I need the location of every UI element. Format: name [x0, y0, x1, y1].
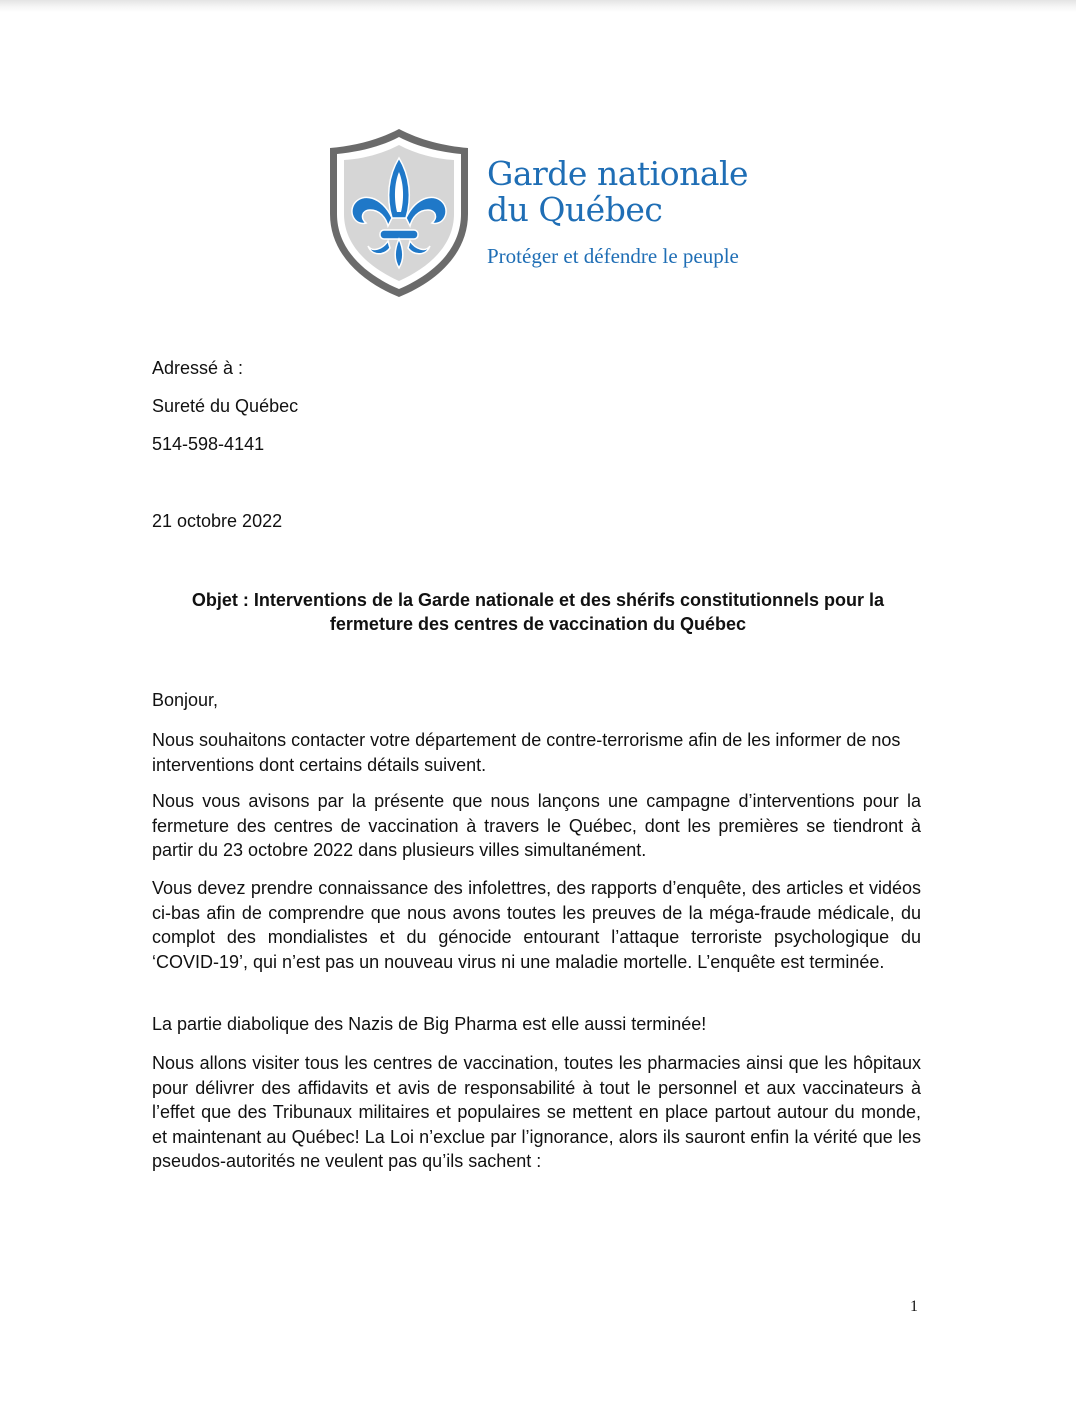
page-number: 1	[910, 1298, 918, 1315]
org-name-line1: Garde nationale	[487, 154, 749, 193]
letterhead-logo	[326, 126, 756, 302]
fleur-de-lis-shield-icon	[326, 126, 472, 300]
address-label: Adressé à :	[152, 358, 244, 378]
paragraph-4: La partie diabolique des Nazis de Big Pharma est elle aussi terminée!	[152, 1014, 707, 1034]
recipient-name: Sureté du Québec	[152, 396, 299, 416]
paragraph-3: Vous devez prendre connaissance des infolettres, des rapports d’enquête, des articles et vidéos ci-bas afin de comprendre que nous avons toutes les preuves de la méga-fraude médicale, du complot des mondialistes et du génocide entourant l’attaque terroriste psychologique du ‘COVID-19’, qui n’est pas un nouveau virus ni une maladie mortelle. L’enquête est terminée.	[152, 878, 921, 972]
org-tagline: Protéger et défendre le peuple	[487, 244, 739, 268]
page-top-shadow	[0, 0, 1076, 12]
recipient-phone: 514-598-4141	[152, 434, 265, 454]
paragraph-2: Nous vous avisons par la présente que nous lançons une campagne d’interventions pour la fermeture des centres de vaccination à travers le Québec, dont les premières se tiendront à partir du 23 octobre 2022 dans plusieurs villes simultanément.	[152, 791, 921, 860]
letter-date: 21 octobre 2022	[152, 511, 283, 531]
greeting: Bonjour,	[152, 690, 219, 710]
paragraph-5: Nous allons visiter tous les centres de vaccination, toutes les pharmacies ainsi que les hôpitaux pour délivrer des affidavits et avis de responsabilité à tout le personnel et aux vaccinateurs à l’effet que des Tribunaux militaires et populaires se mettent en place partout autour du monde, et maintenant au Québec! La Loi n’exclue par l’ignorance, alors ils sauront enfin la vérité que les pseudos-autorités ne veulent pas qu’ils sachent :	[152, 1053, 921, 1171]
subject-line2: fermeture des centres de vaccination du Québec	[329, 614, 747, 634]
org-name	[487, 156, 748, 228]
paragraph-1: Nous souhaitons contacter votre département de contre-terrorisme afin de les informer de nos interventions dont certains détails suivent.	[152, 730, 901, 775]
subject-line1: Objet : Interventions de la Garde nationale et des shérifs constitutionnels pour la	[191, 590, 885, 610]
subject-heading	[152, 588, 924, 636]
org-name-line2: du Québec	[487, 190, 663, 229]
